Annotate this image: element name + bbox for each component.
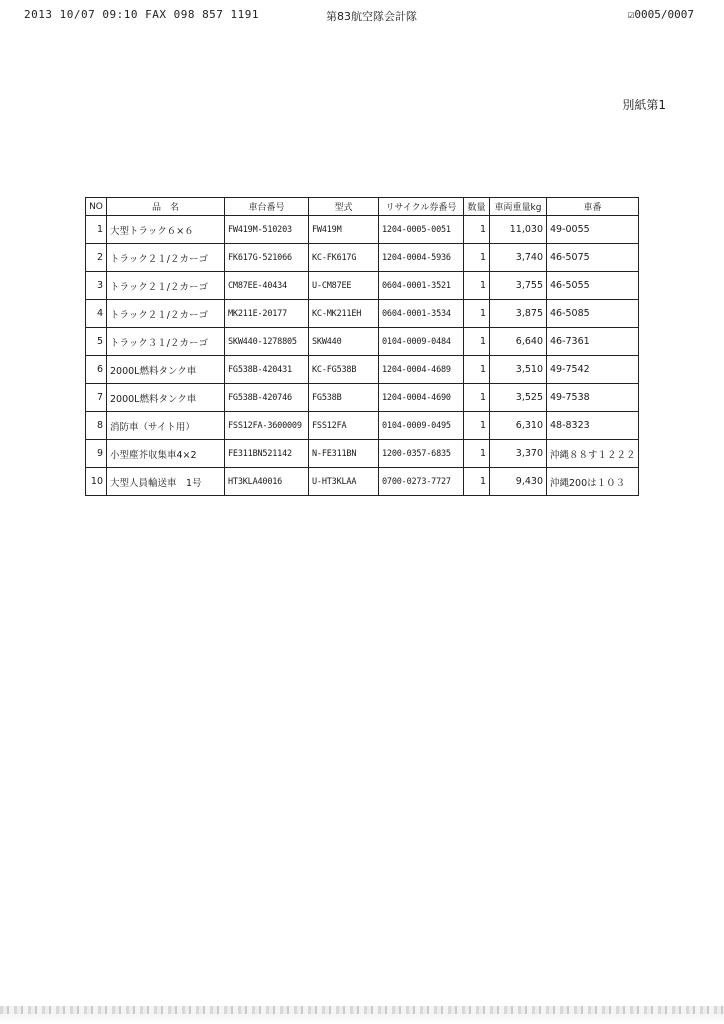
cell-quantity: 1 (464, 244, 490, 272)
cell-chassis-number: MK211E-20177 (225, 300, 309, 328)
cell-recycle-ticket: 1204-0005-0051 (379, 216, 464, 244)
cell-model: FG538B (309, 384, 379, 412)
cell-model: N-FE311BN (309, 440, 379, 468)
cell-quantity: 1 (464, 412, 490, 440)
cell-plate: 48-8323 (547, 412, 639, 440)
cell-chassis-number: FSS12FA-3600009 (225, 412, 309, 440)
cell-quantity: 1 (464, 300, 490, 328)
column-header-item-name: 品 名 (107, 198, 225, 216)
table-header-row (86, 198, 639, 216)
column-header-recycle-ticket: リサイクル券番号 (379, 198, 464, 216)
cell-recycle-ticket: 0104-0009-0495 (379, 412, 464, 440)
cell-item-name: トラック２１/２カーゴ (107, 244, 225, 272)
column-header-quantity: 数量 (464, 198, 490, 216)
table-row (86, 384, 639, 412)
cell-chassis-number: HT3KLA40016 (225, 468, 309, 496)
scan-edge (0, 1014, 724, 1024)
cell-weight: 9,430 (490, 468, 547, 496)
cell-item-name: トラック３１/２カーゴ (107, 328, 225, 356)
cell-recycle-ticket: 0604-0001-3521 (379, 272, 464, 300)
scan-artifact (0, 1006, 724, 1014)
column-header-no: NO (86, 198, 107, 216)
cell-plate: 沖縄８８す１２２２ (547, 440, 639, 468)
fax-sender: 第83航空隊会計隊 (326, 10, 417, 23)
cell-weight: 3,525 (490, 384, 547, 412)
cell-no: 5 (86, 328, 107, 356)
cell-model: KC-FK617G (309, 244, 379, 272)
table-row (86, 272, 639, 300)
table-row (86, 468, 639, 496)
table-body (86, 216, 639, 496)
cell-item-name: 2000L燃料タンク車 (107, 356, 225, 384)
cell-model: U-HT3KLAA (309, 468, 379, 496)
cell-recycle-ticket: 0604-0001-3534 (379, 300, 464, 328)
column-header-chassis-number: 車台番号 (225, 198, 309, 216)
fax-header (24, 8, 694, 28)
table-row (86, 328, 639, 356)
cell-plate: 49-0055 (547, 216, 639, 244)
cell-quantity: 1 (464, 468, 490, 496)
cell-model: SKW440 (309, 328, 379, 356)
cell-quantity: 1 (464, 328, 490, 356)
cell-weight: 3,370 (490, 440, 547, 468)
cell-item-name: 小型塵芥収集車4×2 (107, 440, 225, 468)
table-row (86, 440, 639, 468)
cell-weight: 6,310 (490, 412, 547, 440)
cell-weight: 3,510 (490, 356, 547, 384)
cell-chassis-number: FE311BN521142 (225, 440, 309, 468)
attachment-label: 別紙第1 (622, 98, 666, 112)
table-row (86, 244, 639, 272)
cell-weight: 3,740 (490, 244, 547, 272)
cell-recycle-ticket: 1204-0004-4689 (379, 356, 464, 384)
cell-no: 2 (86, 244, 107, 272)
column-header-model: 型式 (309, 198, 379, 216)
cell-model: KC-MK211EH (309, 300, 379, 328)
cell-item-name: 大型トラック６×６ (107, 216, 225, 244)
cell-recycle-ticket: 1204-0004-5936 (379, 244, 464, 272)
cell-weight: 3,755 (490, 272, 547, 300)
cell-quantity: 1 (464, 216, 490, 244)
cell-quantity: 1 (464, 384, 490, 412)
cell-weight: 6,640 (490, 328, 547, 356)
cell-recycle-ticket: 0700-0273-7727 (379, 468, 464, 496)
fax-timestamp-number: 2013 10/07 09:10 FAX 098 857 1191 (24, 8, 260, 21)
cell-model: FSS12FA (309, 412, 379, 440)
cell-chassis-number: FK617G-521066 (225, 244, 309, 272)
cell-chassis-number: SKW440-1278805 (225, 328, 309, 356)
cell-recycle-ticket: 1204-0004-4690 (379, 384, 464, 412)
cell-quantity: 1 (464, 440, 490, 468)
cell-plate: 49-7542 (547, 356, 639, 384)
cell-item-name: 消防車（サイト用） (107, 412, 225, 440)
cell-item-name: 大型人員輸送車 1号 (107, 468, 225, 496)
cell-chassis-number: FG538B-420746 (225, 384, 309, 412)
cell-no: 8 (86, 412, 107, 440)
cell-weight: 11,030 (490, 216, 547, 244)
cell-item-name: トラック２１/２カーゴ (107, 272, 225, 300)
cell-chassis-number: CM87EE-40434 (225, 272, 309, 300)
table-row (86, 356, 639, 384)
cell-chassis-number: FG538B-420431 (225, 356, 309, 384)
cell-plate: 46-7361 (547, 328, 639, 356)
table-row (86, 216, 639, 244)
cell-no: 4 (86, 300, 107, 328)
cell-item-name: 2000L燃料タンク車 (107, 384, 225, 412)
cell-model: KC-FG538B (309, 356, 379, 384)
cell-no: 6 (86, 356, 107, 384)
column-header-weight: 車両重量kg (490, 198, 547, 216)
cell-plate: 46-5085 (547, 300, 639, 328)
table-row (86, 300, 639, 328)
cell-no: 10 (86, 468, 107, 496)
fax-page-count: ☑0005/0007 (627, 8, 694, 21)
cell-plate: 沖縄200は１０３ (547, 468, 639, 496)
cell-model: FW419M (309, 216, 379, 244)
cell-model: U-CM87EE (309, 272, 379, 300)
cell-item-name: トラック２１/２カーゴ (107, 300, 225, 328)
cell-no: 1 (86, 216, 107, 244)
cell-recycle-ticket: 0104-0009-0484 (379, 328, 464, 356)
column-header-plate: 車番 (547, 198, 639, 216)
cell-chassis-number: FW419M-510203 (225, 216, 309, 244)
cell-recycle-ticket: 1200-0357-6835 (379, 440, 464, 468)
cell-quantity: 1 (464, 272, 490, 300)
vehicle-table (85, 197, 639, 496)
cell-no: 3 (86, 272, 107, 300)
cell-no: 9 (86, 440, 107, 468)
cell-no: 7 (86, 384, 107, 412)
cell-plate: 46-5075 (547, 244, 639, 272)
table-row (86, 412, 639, 440)
cell-weight: 3,875 (490, 300, 547, 328)
cell-plate: 49-7538 (547, 384, 639, 412)
cell-plate: 46-5055 (547, 272, 639, 300)
cell-quantity: 1 (464, 356, 490, 384)
